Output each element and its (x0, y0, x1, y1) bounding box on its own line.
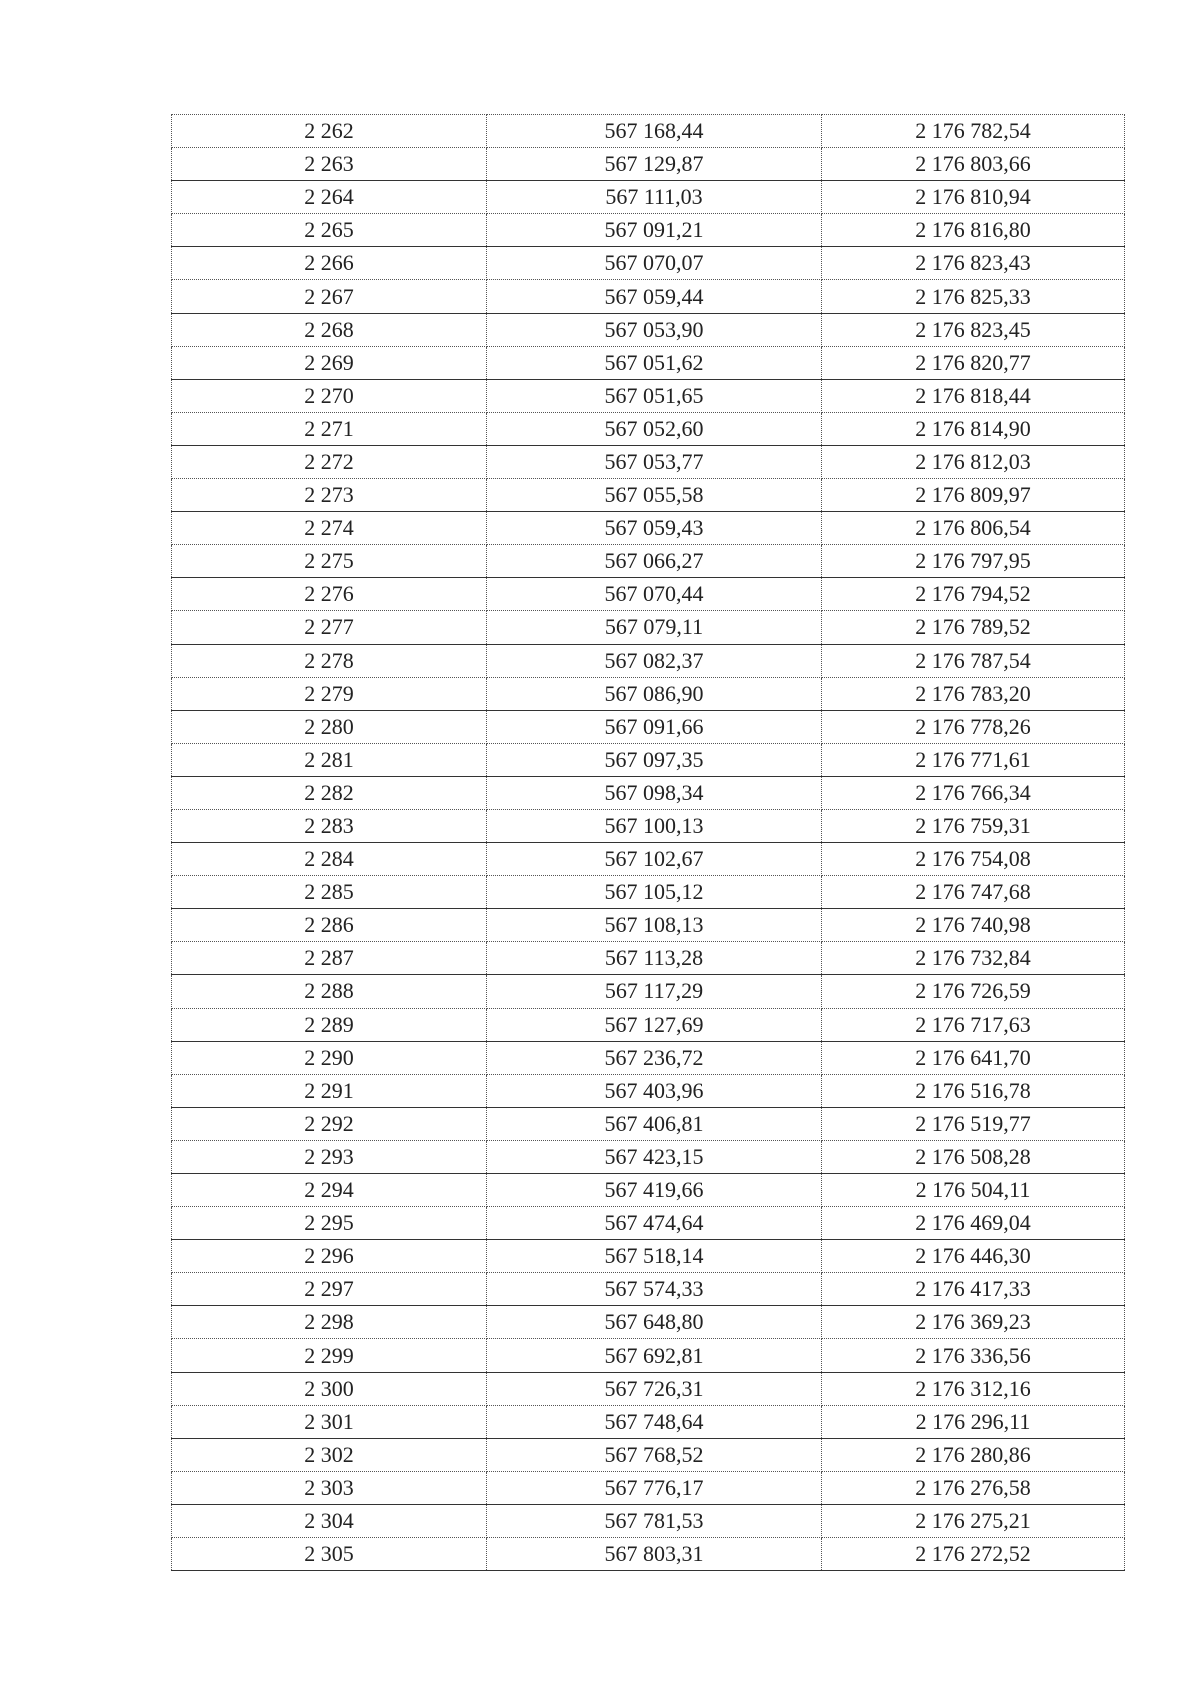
x-coordinate-cell: 567 070,44 (487, 578, 822, 611)
y-coordinate-cell: 2 176 469,04 (822, 1207, 1125, 1240)
point-number-cell: 2 291 (172, 1074, 487, 1107)
x-coordinate-cell: 567 129,87 (487, 148, 822, 181)
point-number-cell: 2 300 (172, 1372, 487, 1405)
table-row (172, 1306, 1125, 1339)
point-number-cell: 2 269 (172, 346, 487, 379)
point-number-cell: 2 268 (172, 313, 487, 346)
y-coordinate-cell: 2 176 508,28 (822, 1140, 1125, 1173)
x-coordinate-cell: 567 051,62 (487, 346, 822, 379)
point-number-cell: 2 295 (172, 1207, 487, 1240)
x-coordinate-cell: 567 768,52 (487, 1438, 822, 1471)
y-coordinate-cell: 2 176 809,97 (822, 479, 1125, 512)
point-number-cell: 2 287 (172, 942, 487, 975)
point-number-cell: 2 270 (172, 379, 487, 412)
y-coordinate-cell: 2 176 818,44 (822, 379, 1125, 412)
point-number-cell: 2 296 (172, 1240, 487, 1273)
x-coordinate-cell: 567 776,17 (487, 1471, 822, 1504)
y-coordinate-cell: 2 176 754,08 (822, 843, 1125, 876)
table-row (172, 412, 1125, 445)
x-coordinate-cell: 567 097,35 (487, 743, 822, 776)
x-coordinate-cell: 567 105,12 (487, 876, 822, 909)
table-row (172, 1405, 1125, 1438)
point-number-cell: 2 293 (172, 1140, 487, 1173)
y-coordinate-cell: 2 176 312,16 (822, 1372, 1125, 1405)
y-coordinate-cell: 2 176 782,54 (822, 115, 1125, 148)
x-coordinate-cell: 567 082,37 (487, 644, 822, 677)
x-coordinate-cell: 567 113,28 (487, 942, 822, 975)
point-number-cell: 2 286 (172, 909, 487, 942)
table-row (172, 644, 1125, 677)
point-number-cell: 2 266 (172, 247, 487, 280)
point-number-cell: 2 277 (172, 611, 487, 644)
y-coordinate-cell: 2 176 641,70 (822, 1041, 1125, 1074)
y-coordinate-cell: 2 176 276,58 (822, 1471, 1125, 1504)
y-coordinate-cell: 2 176 336,56 (822, 1339, 1125, 1372)
y-coordinate-cell: 2 176 519,77 (822, 1107, 1125, 1140)
table-row (172, 445, 1125, 478)
table-row (172, 611, 1125, 644)
table-row (172, 975, 1125, 1008)
x-coordinate-cell: 567 648,80 (487, 1306, 822, 1339)
y-coordinate-cell: 2 176 771,61 (822, 743, 1125, 776)
y-coordinate-cell: 2 176 717,63 (822, 1008, 1125, 1041)
point-number-cell: 2 297 (172, 1273, 487, 1306)
coordinates-table-body (172, 115, 1125, 1571)
point-number-cell: 2 292 (172, 1107, 487, 1140)
point-number-cell: 2 294 (172, 1174, 487, 1207)
table-row (172, 809, 1125, 842)
table-row (172, 677, 1125, 710)
y-coordinate-cell: 2 176 280,86 (822, 1438, 1125, 1471)
table-row (172, 876, 1125, 909)
y-coordinate-cell: 2 176 275,21 (822, 1504, 1125, 1537)
point-number-cell: 2 305 (172, 1538, 487, 1571)
x-coordinate-cell: 567 127,69 (487, 1008, 822, 1041)
point-number-cell: 2 265 (172, 214, 487, 247)
point-number-cell: 2 262 (172, 115, 487, 148)
table-row (172, 942, 1125, 975)
x-coordinate-cell: 567 574,33 (487, 1273, 822, 1306)
x-coordinate-cell: 567 052,60 (487, 412, 822, 445)
point-number-cell: 2 278 (172, 644, 487, 677)
y-coordinate-cell: 2 176 814,90 (822, 412, 1125, 445)
table-row (172, 1471, 1125, 1504)
table-row (172, 776, 1125, 809)
table-row (172, 1041, 1125, 1074)
x-coordinate-cell: 567 518,14 (487, 1240, 822, 1273)
table-row (172, 545, 1125, 578)
table-row (172, 1339, 1125, 1372)
x-coordinate-cell: 567 066,27 (487, 545, 822, 578)
point-number-cell: 2 299 (172, 1339, 487, 1372)
table-row (172, 214, 1125, 247)
point-number-cell: 2 290 (172, 1041, 487, 1074)
point-number-cell: 2 285 (172, 876, 487, 909)
x-coordinate-cell: 567 419,66 (487, 1174, 822, 1207)
x-coordinate-cell: 567 111,03 (487, 181, 822, 214)
y-coordinate-cell: 2 176 747,68 (822, 876, 1125, 909)
table-row (172, 247, 1125, 280)
x-coordinate-cell: 567 091,21 (487, 214, 822, 247)
y-coordinate-cell: 2 176 797,95 (822, 545, 1125, 578)
point-number-cell: 2 289 (172, 1008, 487, 1041)
table-row (172, 379, 1125, 412)
x-coordinate-cell: 567 055,58 (487, 479, 822, 512)
x-coordinate-cell: 567 236,72 (487, 1041, 822, 1074)
table-row (172, 479, 1125, 512)
point-number-cell: 2 281 (172, 743, 487, 776)
y-coordinate-cell: 2 176 787,54 (822, 644, 1125, 677)
table-row (172, 1207, 1125, 1240)
point-number-cell: 2 267 (172, 280, 487, 313)
x-coordinate-cell: 567 406,81 (487, 1107, 822, 1140)
table-row (172, 1074, 1125, 1107)
x-coordinate-cell: 567 098,34 (487, 776, 822, 809)
x-coordinate-cell: 567 781,53 (487, 1504, 822, 1537)
y-coordinate-cell: 2 176 272,52 (822, 1538, 1125, 1571)
x-coordinate-cell: 567 423,15 (487, 1140, 822, 1173)
point-number-cell: 2 272 (172, 445, 487, 478)
table-row (172, 743, 1125, 776)
x-coordinate-cell: 567 474,64 (487, 1207, 822, 1240)
point-number-cell: 2 304 (172, 1504, 487, 1537)
y-coordinate-cell: 2 176 806,54 (822, 512, 1125, 545)
x-coordinate-cell: 567 053,77 (487, 445, 822, 478)
y-coordinate-cell: 2 176 816,80 (822, 214, 1125, 247)
x-coordinate-cell: 567 403,96 (487, 1074, 822, 1107)
table-row (172, 1538, 1125, 1571)
x-coordinate-cell: 567 059,44 (487, 280, 822, 313)
y-coordinate-cell: 2 176 740,98 (822, 909, 1125, 942)
point-number-cell: 2 273 (172, 479, 487, 512)
x-coordinate-cell: 567 051,65 (487, 379, 822, 412)
y-coordinate-cell: 2 176 504,11 (822, 1174, 1125, 1207)
point-number-cell: 2 280 (172, 710, 487, 743)
point-number-cell: 2 298 (172, 1306, 487, 1339)
point-number-cell: 2 303 (172, 1471, 487, 1504)
point-number-cell: 2 276 (172, 578, 487, 611)
x-coordinate-cell: 567 102,67 (487, 843, 822, 876)
x-coordinate-cell: 567 100,13 (487, 809, 822, 842)
x-coordinate-cell: 567 091,66 (487, 710, 822, 743)
y-coordinate-cell: 2 176 812,03 (822, 445, 1125, 478)
y-coordinate-cell: 2 176 296,11 (822, 1405, 1125, 1438)
table-row (172, 1008, 1125, 1041)
point-number-cell: 2 263 (172, 148, 487, 181)
x-coordinate-cell: 567 086,90 (487, 677, 822, 710)
table-row (172, 1372, 1125, 1405)
y-coordinate-cell: 2 176 778,26 (822, 710, 1125, 743)
table-row (172, 1240, 1125, 1273)
y-coordinate-cell: 2 176 766,34 (822, 776, 1125, 809)
x-coordinate-cell: 567 079,11 (487, 611, 822, 644)
table-row (172, 1273, 1125, 1306)
x-coordinate-cell: 567 053,90 (487, 313, 822, 346)
y-coordinate-cell: 2 176 446,30 (822, 1240, 1125, 1273)
y-coordinate-cell: 2 176 794,52 (822, 578, 1125, 611)
point-number-cell: 2 302 (172, 1438, 487, 1471)
y-coordinate-cell: 2 176 783,20 (822, 677, 1125, 710)
point-number-cell: 2 282 (172, 776, 487, 809)
y-coordinate-cell: 2 176 803,66 (822, 148, 1125, 181)
table-row (172, 843, 1125, 876)
table-row (172, 1140, 1125, 1173)
y-coordinate-cell: 2 176 825,33 (822, 280, 1125, 313)
y-coordinate-cell: 2 176 369,23 (822, 1306, 1125, 1339)
y-coordinate-cell: 2 176 823,45 (822, 313, 1125, 346)
table-row (172, 181, 1125, 214)
table-row (172, 909, 1125, 942)
table-row (172, 578, 1125, 611)
point-number-cell: 2 271 (172, 412, 487, 445)
point-number-cell: 2 275 (172, 545, 487, 578)
table-row (172, 512, 1125, 545)
y-coordinate-cell: 2 176 417,33 (822, 1273, 1125, 1306)
table-row (172, 280, 1125, 313)
x-coordinate-cell: 567 748,64 (487, 1405, 822, 1438)
y-coordinate-cell: 2 176 726,59 (822, 975, 1125, 1008)
point-number-cell: 2 264 (172, 181, 487, 214)
y-coordinate-cell: 2 176 516,78 (822, 1074, 1125, 1107)
coordinates-table (171, 114, 1125, 1571)
point-number-cell: 2 301 (172, 1405, 487, 1438)
x-coordinate-cell: 567 108,13 (487, 909, 822, 942)
y-coordinate-cell: 2 176 823,43 (822, 247, 1125, 280)
table-row (172, 346, 1125, 379)
y-coordinate-cell: 2 176 789,52 (822, 611, 1125, 644)
table-row (172, 710, 1125, 743)
table-row (172, 1438, 1125, 1471)
y-coordinate-cell: 2 176 810,94 (822, 181, 1125, 214)
table-row (172, 1174, 1125, 1207)
table-row (172, 115, 1125, 148)
x-coordinate-cell: 567 168,44 (487, 115, 822, 148)
table-row (172, 1504, 1125, 1537)
y-coordinate-cell: 2 176 732,84 (822, 942, 1125, 975)
point-number-cell: 2 288 (172, 975, 487, 1008)
x-coordinate-cell: 567 070,07 (487, 247, 822, 280)
x-coordinate-cell: 567 692,81 (487, 1339, 822, 1372)
point-number-cell: 2 283 (172, 809, 487, 842)
x-coordinate-cell: 567 059,43 (487, 512, 822, 545)
x-coordinate-cell: 567 726,31 (487, 1372, 822, 1405)
point-number-cell: 2 284 (172, 843, 487, 876)
y-coordinate-cell: 2 176 820,77 (822, 346, 1125, 379)
table-row (172, 313, 1125, 346)
point-number-cell: 2 279 (172, 677, 487, 710)
point-number-cell: 2 274 (172, 512, 487, 545)
y-coordinate-cell: 2 176 759,31 (822, 809, 1125, 842)
table-row (172, 1107, 1125, 1140)
x-coordinate-cell: 567 117,29 (487, 975, 822, 1008)
table-row (172, 148, 1125, 181)
x-coordinate-cell: 567 803,31 (487, 1538, 822, 1571)
